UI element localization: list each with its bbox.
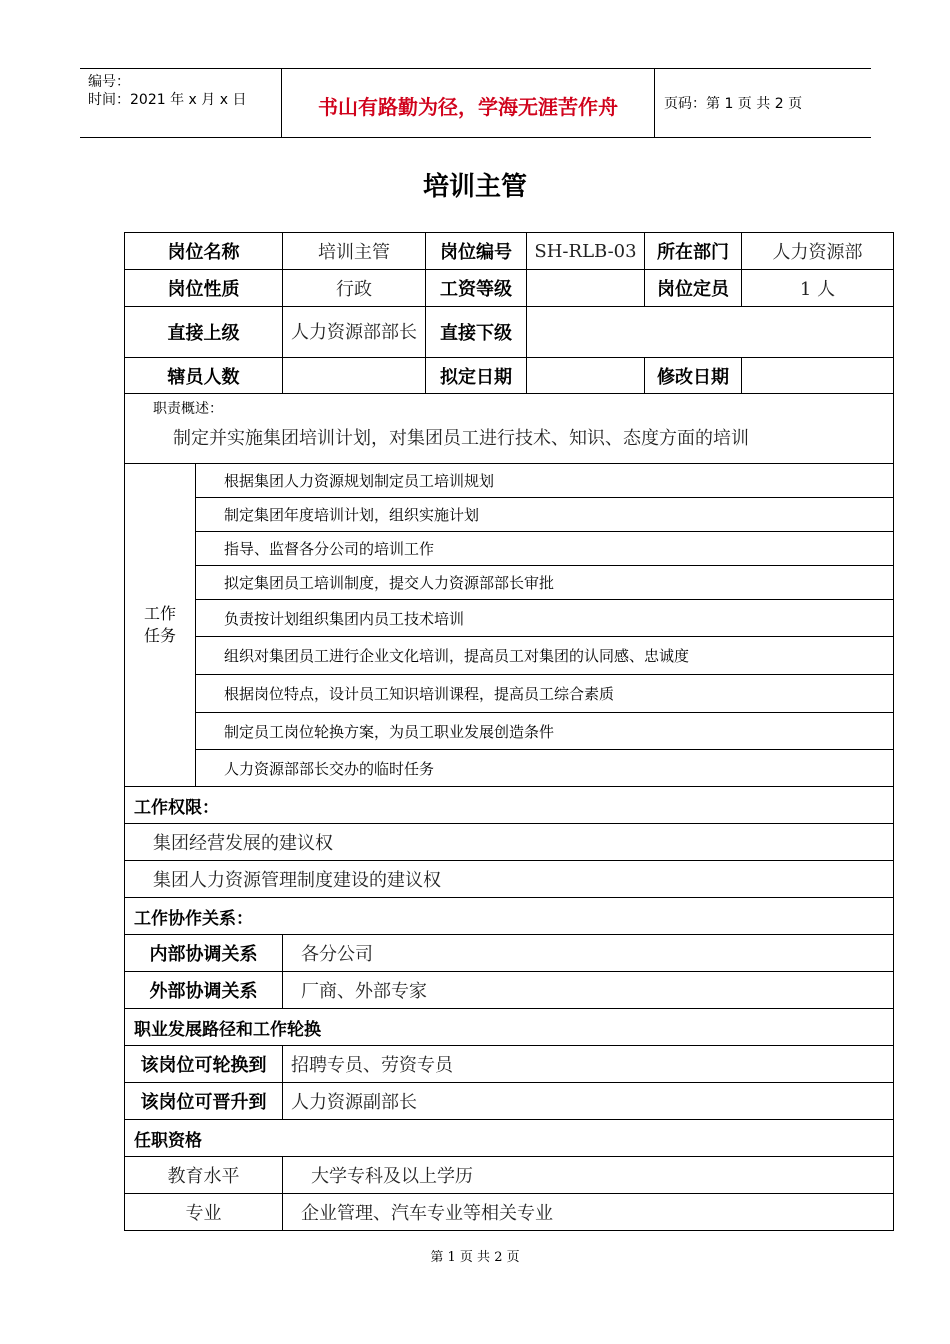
task-row: [125, 713, 894, 750]
table-row: [125, 233, 894, 270]
table-row: [125, 972, 894, 1009]
rotation-label: 该岗位可轮换到: [125, 1046, 283, 1083]
header-motto: 书山有路勤为径，学海无涯苦作舟: [318, 95, 618, 119]
table-row: [125, 1009, 894, 1046]
header-meta: [88, 73, 246, 109]
work-tasks-label-line: 任务: [143, 626, 176, 645]
table-row: [125, 1194, 894, 1231]
task-item: 制定员工岗位轮换方案，为员工职业发展创造条件: [196, 713, 894, 750]
internal-coordination-value: 各分公司: [283, 935, 894, 972]
position-nature-value: 行政: [283, 270, 426, 307]
job-description-table: [124, 232, 894, 1231]
task-item: 根据集团人力资源规划制定员工培训规划: [196, 464, 894, 498]
table-row: [125, 394, 894, 464]
table-row: [125, 270, 894, 307]
position-name-label: 岗位名称: [125, 233, 283, 270]
task-item: 组织对集团员工进行企业文化培训，提高员工对集团的认同感、忠诚度: [196, 637, 894, 675]
superior-label: 直接上级: [125, 307, 283, 358]
education-value: 大学专科及以上学历: [283, 1157, 894, 1194]
task-item: 拟定集团员工培训制度，提交人力资源部部长审批: [196, 566, 894, 600]
salary-grade-label: 工资等级: [426, 270, 527, 307]
position-name-value: 培训主管: [283, 233, 426, 270]
department-label: 所在部门: [645, 233, 742, 270]
work-tasks-label: [125, 464, 196, 787]
page-title: 培训主管: [422, 172, 527, 202]
headcount-value: 1 人: [742, 270, 894, 307]
task-item: 制定集团年度培训计划，组织实施计划: [196, 498, 894, 532]
modify-date-value: [742, 358, 894, 394]
career-heading: 职业发展路径和工作轮换: [125, 1009, 894, 1046]
duty-summary: [125, 394, 894, 464]
internal-coordination-label: 内部协调关系: [125, 935, 283, 972]
promotion-value: 人力资源副部长: [283, 1083, 894, 1120]
page-footer: 第 1 页 共 2 页: [430, 1250, 520, 1265]
document-number: 编号：: [88, 74, 130, 90]
position-code-value: SH-RLB-03: [527, 233, 645, 270]
table-row: [125, 935, 894, 972]
rotation-value: 招聘专员、劳资专员: [283, 1046, 894, 1083]
work-tasks-label-line: 工作: [143, 604, 176, 623]
authority-heading: 工作权限：: [125, 787, 894, 824]
authority-item: 集团经营发展的建议权: [125, 824, 894, 861]
task-row: [125, 637, 894, 675]
task-row: [125, 566, 894, 600]
position-code-label: 岗位编号: [426, 233, 527, 270]
headcount-label: 岗位定员: [645, 270, 742, 307]
task-item: 指导、监督各分公司的培训工作: [196, 532, 894, 566]
external-coordination-label: 外部协调关系: [125, 972, 283, 1009]
staff-count-label: 辖员人数: [125, 358, 283, 394]
table-row: [125, 1157, 894, 1194]
page-header: [80, 68, 871, 138]
cooperation-heading: 工作协作关系：: [125, 898, 894, 935]
major-value: 企业管理、汽车专业等相关专业: [283, 1194, 894, 1231]
header-divider: [654, 69, 655, 137]
external-coordination-value: 厂商、外部专家: [283, 972, 894, 1009]
staff-count-value: [283, 358, 426, 394]
duty-summary-text: 制定并实施集团培训计划，对集团员工进行技术、知识、态度方面的培训: [173, 428, 749, 449]
task-row: [125, 600, 894, 637]
document-date: 时间：2021 年 x 月 x 日: [88, 92, 247, 108]
task-item: 人力资源部部长交办的临时任务: [196, 750, 894, 787]
qualification-heading: 任职资格: [125, 1120, 894, 1157]
table-row: [125, 1120, 894, 1157]
task-row: [125, 532, 894, 566]
education-label: 教育水平: [125, 1157, 283, 1194]
draft-date-label: 拟定日期: [426, 358, 527, 394]
task-row: [125, 750, 894, 787]
modify-date-label: 修改日期: [645, 358, 742, 394]
task-row: [125, 464, 894, 498]
table-row: [125, 898, 894, 935]
task-row: [125, 675, 894, 713]
position-nature-label: 岗位性质: [125, 270, 283, 307]
subordinate-value: [527, 307, 894, 358]
task-row: [125, 498, 894, 532]
promotion-label: 该岗位可晋升到: [125, 1083, 283, 1120]
department-value: 人力资源部: [742, 233, 894, 270]
authority-item: 集团人力资源管理制度建设的建议权: [125, 861, 894, 898]
header-page-number: 页码：第 1 页 共 2 页: [664, 96, 803, 112]
superior-value: 人力资源部部长: [283, 307, 426, 358]
draft-date-value: [527, 358, 645, 394]
task-item: 根据岗位特点，设计员工知识培训课程，提高员工综合素质: [196, 675, 894, 713]
table-row: [125, 1083, 894, 1120]
task-item: 负责按计划组织集团内员工技术培训: [196, 600, 894, 637]
major-label: 专业: [125, 1194, 283, 1231]
table-row: [125, 307, 894, 358]
table-row: [125, 787, 894, 824]
duty-summary-heading: 职责概述：: [153, 401, 223, 417]
subordinate-label: 直接下级: [426, 307, 527, 358]
salary-grade-value: [527, 270, 645, 307]
table-row: [125, 1046, 894, 1083]
table-row: [125, 358, 894, 394]
table-row: [125, 824, 894, 861]
table-row: [125, 861, 894, 898]
